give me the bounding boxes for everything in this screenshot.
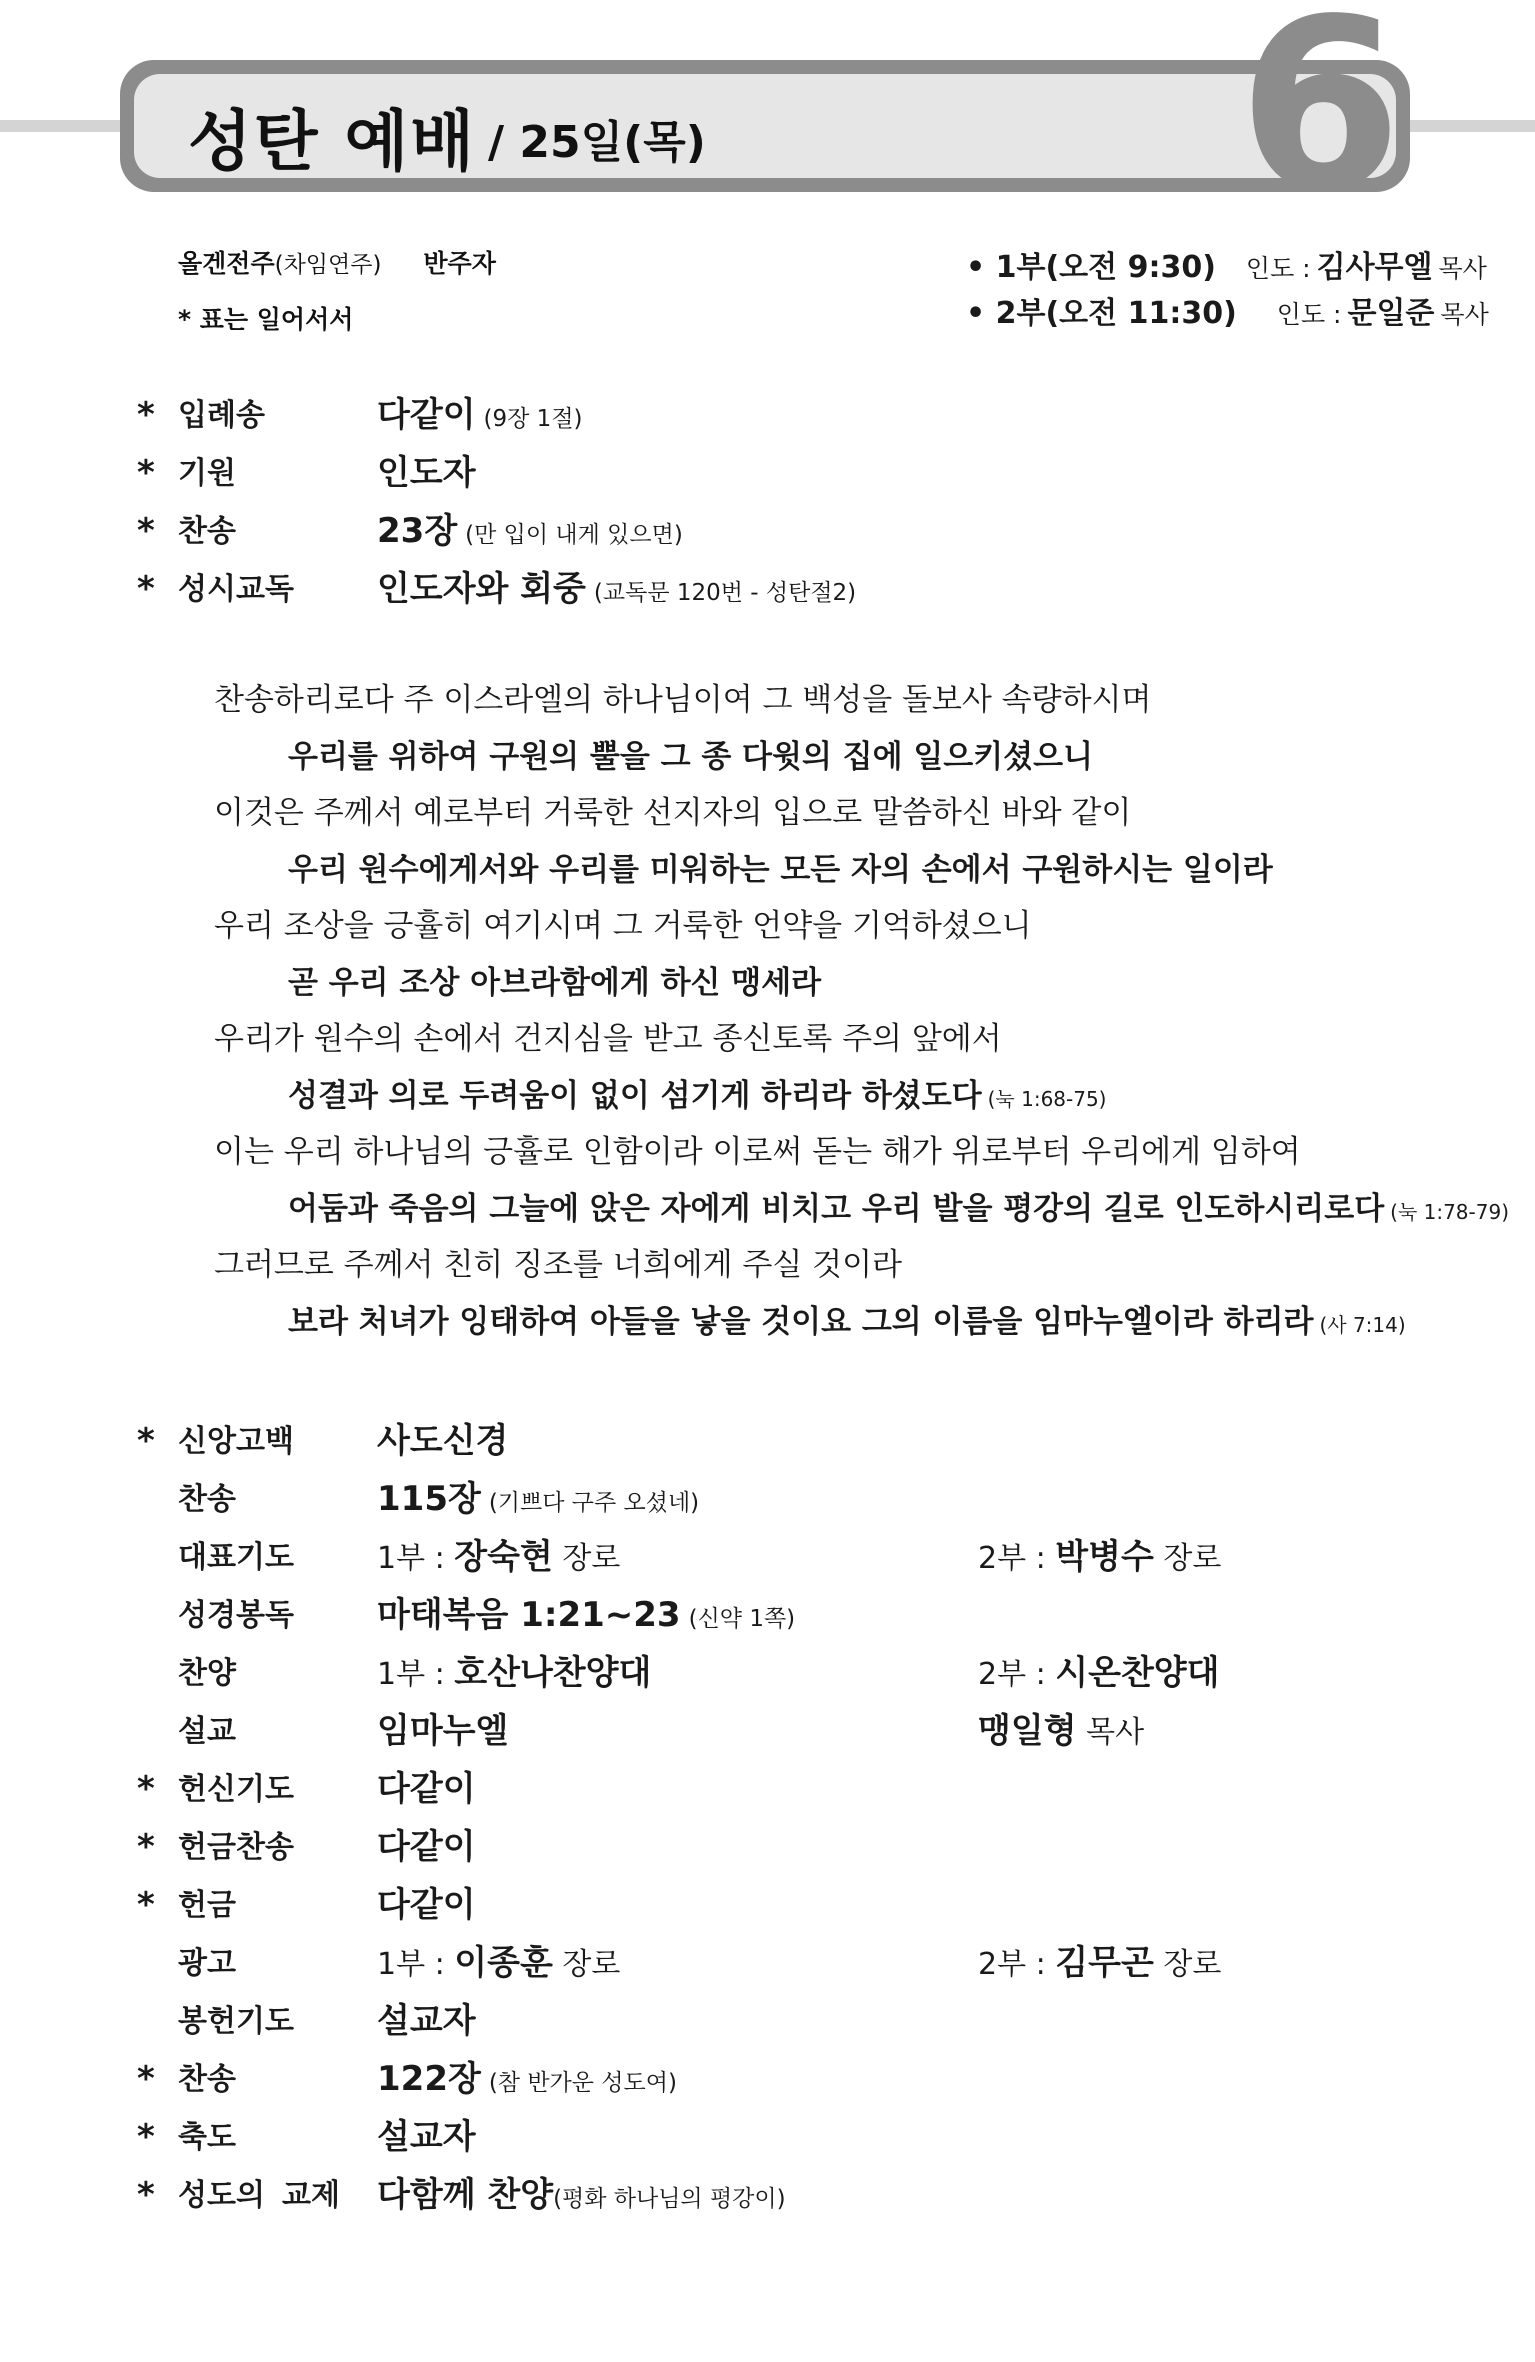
reading-line — [214, 1132, 1301, 1172]
reading-line — [288, 850, 1273, 890]
reading-line — [288, 963, 821, 1003]
service-lead-label: 인도 : — [1276, 300, 1342, 329]
order-label: 성시교독 — [178, 572, 294, 607]
order-value — [377, 1766, 476, 1812]
service-time: • 1부(오전 9:30) — [966, 250, 1216, 285]
stand-marker: * — [137, 1769, 155, 1809]
order-label: 입례송 — [178, 398, 265, 433]
order-prefix: 1부 : — [377, 1947, 455, 1982]
order-value — [377, 508, 683, 558]
order-label: 성경봉독 — [178, 1598, 294, 1633]
order-value-second — [978, 1708, 1144, 1756]
reading-line — [214, 1245, 902, 1285]
reading-text: 보라 처녀가 잉태하여 아들을 낳을 것이요 그의 이름을 임마누엘이라 하리라 — [288, 1303, 1314, 1340]
order-value — [377, 1824, 476, 1870]
order-value — [377, 392, 583, 442]
order-label: 찬송 — [178, 2062, 236, 2097]
reading-text: 이것은 주께서 예로부터 거룩한 선지자의 입으로 말씀하신 바와 같이 — [214, 795, 1132, 831]
reading-text: 우리가 원수의 손에서 건지심을 받고 종신토록 주의 앞에서 — [214, 1021, 1002, 1057]
order-prefix: 1부 : — [377, 1657, 455, 1692]
order-item — [0, 1708, 1535, 1760]
order-value — [377, 2114, 476, 2160]
order-item — [0, 1824, 1535, 1876]
scripture-reference: (사 7:14) — [1319, 1312, 1406, 1337]
order-note: (평화 하나님의 평강이) — [553, 2186, 786, 2212]
order-label: 헌금찬송 — [178, 1830, 294, 1865]
order-value — [377, 1650, 651, 1698]
order-value — [377, 1476, 699, 1526]
order-item — [0, 1650, 1535, 1702]
order-item — [0, 392, 1535, 444]
reading-text: 우리를 위하여 구원의 뿔을 그 종 다윗의 집에 일으키셨으니 — [288, 738, 1094, 775]
order-item — [0, 566, 1535, 618]
order-main: 이종훈 — [454, 1943, 553, 1983]
stand-marker: * — [137, 2117, 155, 2157]
order-suffix: 목사 — [1076, 1715, 1145, 1750]
order-item — [0, 1998, 1535, 2050]
order-label: 봉헌기도 — [178, 2004, 294, 2039]
order-suffix: 장로 — [1153, 1541, 1222, 1576]
service-leader: 문일준 — [1347, 296, 1435, 331]
stand-marker: * — [137, 2175, 155, 2215]
order-value — [377, 1534, 620, 1582]
order-main: 장숙현 — [454, 1537, 553, 1577]
organ-prelude — [178, 244, 496, 280]
order-main: 23장 — [377, 511, 458, 551]
stand-marker: * — [137, 569, 155, 609]
service-leader: 김사무엘 — [1316, 250, 1433, 285]
order-main: 다같이 — [377, 1885, 476, 1925]
order-main: 설교자 — [377, 2001, 476, 2041]
order-suffix: 장로 — [552, 1947, 621, 1982]
order-note: (교독문 120번 - 성탄절2) — [593, 580, 857, 606]
order-main: 사도신경 — [377, 1421, 509, 1461]
order-note: (기쁘다 구주 오셨네) — [488, 1490, 700, 1516]
order-label: 축도 — [178, 2120, 236, 2155]
order-value — [377, 450, 476, 496]
order-value — [377, 1592, 795, 1642]
page-title: 성탄 예배 — [188, 103, 477, 180]
order-value — [377, 1998, 476, 2044]
order-value-second — [978, 1940, 1221, 1988]
order-main: 김무곤 — [1055, 1943, 1154, 1983]
service-row — [966, 288, 1489, 332]
order-value — [377, 2172, 786, 2222]
page-number: 6 — [1238, 0, 1395, 243]
order-item — [0, 1882, 1535, 1934]
order-label: 광고 — [178, 1946, 236, 1981]
reading-line — [214, 1019, 1002, 1059]
reading-text: 어둠과 죽음의 그늘에 앉은 자에게 비치고 우리 발을 평강의 길로 인도하시리로다 — [288, 1190, 1385, 1227]
order-note: (9장 1절) — [483, 406, 583, 432]
order-main: 다함께 찬양 — [377, 2175, 554, 2215]
reading-text: 우리 조상을 긍휼히 여기시며 그 거룩한 언약을 기억하셨으니 — [214, 908, 1032, 944]
stand-marker: * — [137, 1885, 155, 1925]
order-main: 임마누엘 — [377, 1711, 509, 1751]
reading-text: 곧 우리 조상 아브라함에게 하신 맹세라 — [288, 964, 822, 1001]
scripture-reference: (눅 1:68-75) — [987, 1086, 1107, 1111]
order-value — [377, 566, 856, 616]
reading-line — [288, 1302, 1406, 1345]
reading-line — [214, 680, 1151, 720]
service-leader-title: 목사 — [1440, 300, 1489, 329]
order-label: 기원 — [178, 456, 236, 491]
service-time: • 2부(오전 11:30) — [966, 296, 1237, 331]
order-note: (만 입이 내게 있으면) — [465, 522, 683, 548]
order-prefix: 2부 : — [978, 1947, 1056, 1982]
order-label: 성도의 교제 — [178, 2178, 340, 2213]
order-main: 인도자와 회중 — [377, 569, 586, 609]
order-prefix: 2부 : — [978, 1657, 1056, 1692]
order-value — [377, 1882, 476, 1928]
order-label: 찬양 — [178, 1656, 236, 1691]
order-main: 인도자 — [377, 453, 476, 493]
reading-text: 이는 우리 하나님의 긍휼로 인함이라 이로써 돋는 해가 위로부터 우리에게 임하여 — [214, 1134, 1301, 1170]
reading-text: 찬송하리로다 주 이스라엘의 하나님이여 그 백성을 돌보사 속량하시며 — [214, 682, 1152, 718]
order-prefix: 1부 : — [377, 1541, 455, 1576]
order-main: 맹일형 — [978, 1711, 1077, 1751]
order-value-second — [978, 1650, 1219, 1698]
order-item — [0, 1476, 1535, 1528]
order-main: 시온찬양대 — [1055, 1653, 1220, 1693]
order-main: 다같이 — [377, 395, 476, 435]
order-value — [377, 1418, 508, 1464]
order-label: 찬송 — [178, 514, 236, 549]
order-main: 115장 — [377, 1479, 481, 1519]
order-item — [0, 2172, 1535, 2224]
order-label: 헌금 — [178, 1888, 236, 1923]
service-row — [966, 242, 1487, 286]
order-item — [0, 2056, 1535, 2108]
order-item — [0, 450, 1535, 502]
order-label: 찬송 — [178, 1482, 236, 1517]
stand-marker: * — [137, 511, 155, 551]
order-label: 헌신기도 — [178, 1772, 294, 1807]
reading-line — [214, 906, 1032, 946]
service-lead-label: 인도 : — [1245, 254, 1311, 283]
scripture-reference: (눅 1:78-79) — [1390, 1199, 1510, 1224]
order-note: (신약 1쪽) — [688, 1606, 796, 1632]
order-item — [0, 1534, 1535, 1586]
reading-line — [288, 737, 1093, 777]
organ-label: 올겐전주 — [178, 249, 275, 278]
accompanist-label: 반주자 — [423, 249, 496, 278]
order-suffix: 장로 — [552, 1541, 621, 1576]
reading-text: 우리 원수에게서와 우리를 미워하는 모든 자의 손에서 구원하시는 일이라 — [288, 851, 1273, 888]
reading-line — [288, 1189, 1509, 1232]
order-label: 설교 — [178, 1714, 236, 1749]
stand-marker: * — [137, 2059, 155, 2099]
order-main: 122장 — [377, 2059, 481, 2099]
order-item — [0, 508, 1535, 560]
order-value — [377, 1708, 508, 1754]
stand-marker: * — [137, 1827, 155, 1867]
stand-marker: * — [137, 395, 155, 435]
order-value — [377, 2056, 677, 2106]
reading-text: 그러므로 주께서 친히 징조를 너희에게 주실 것이라 — [214, 1247, 902, 1283]
stand-note: * 표는 일어서서 — [178, 305, 354, 334]
order-label: 대표기도 — [178, 1540, 294, 1575]
order-main: 호산나찬양대 — [454, 1653, 652, 1693]
order-value — [377, 1940, 620, 1988]
reading-text: 성결과 의로 두려움이 없이 섬기게 하리라 하셨도다 — [288, 1077, 982, 1114]
order-item — [0, 1418, 1535, 1470]
service-leader-title: 목사 — [1438, 254, 1487, 283]
stand-marker: * — [137, 453, 155, 493]
reading-line — [288, 1076, 1107, 1119]
order-main: 박병수 — [1055, 1537, 1154, 1577]
order-main: 설교자 — [377, 2117, 476, 2157]
order-item — [0, 1592, 1535, 1644]
order-suffix: 장로 — [1153, 1947, 1222, 1982]
order-item — [0, 1940, 1535, 1992]
order-item — [0, 2114, 1535, 2166]
stand-marker: * — [137, 1421, 155, 1461]
reading-line — [214, 793, 1131, 833]
order-main: 다같이 — [377, 1827, 476, 1867]
order-main: 다같이 — [377, 1769, 476, 1809]
order-value-second — [978, 1534, 1221, 1582]
organ-note: (차임연주) — [274, 252, 382, 278]
order-label: 신앙고백 — [178, 1424, 294, 1459]
order-main: 마태복음 1:21~23 — [377, 1595, 681, 1635]
order-item — [0, 1766, 1535, 1818]
service-date: / 25일(목) — [488, 117, 706, 168]
order-note: (참 반가운 성도여) — [488, 2070, 677, 2096]
order-prefix: 2부 : — [978, 1541, 1056, 1576]
